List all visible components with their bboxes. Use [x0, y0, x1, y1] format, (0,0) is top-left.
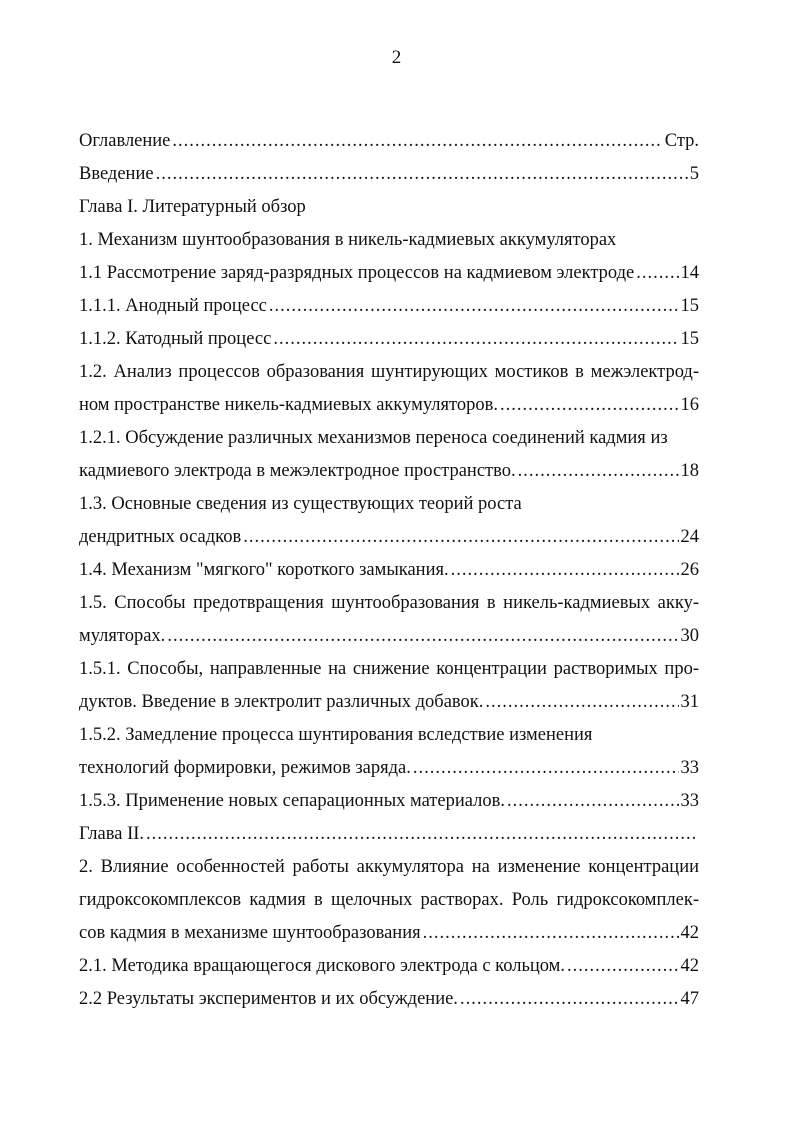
toc-entry-title: 1.1.2. Катодный процесс — [79, 329, 272, 349]
toc-entry — [79, 686, 699, 719]
toc-entry-page: Стр. — [664, 131, 699, 151]
toc-entry — [79, 323, 699, 356]
toc-entry-page: 30 — [680, 626, 699, 646]
toc-entry — [79, 950, 699, 983]
toc-entry-page: 26 — [680, 560, 699, 580]
toc-entry: 2. Влияние особенностей работы аккумулятора на изменение концентрации — [79, 857, 699, 877]
toc-entry-title: 1.1.1. Анодный процесс — [79, 296, 267, 316]
toc-entry-title: ном пространстве никель-кадмиевых аккумуляторов. — [79, 395, 498, 415]
toc-entry-title: 1.1 Рассмотрение заряд-разрядных процессов на кадмиевом электроде — [79, 263, 635, 283]
toc-entry: 1.5.2. Замедление процесса шунтирования вследствие изменения — [79, 725, 593, 745]
toc-entry-title: 1.5.3. Применение новых сепарационных материалов. — [79, 791, 505, 811]
dot-leader — [636, 257, 678, 290]
toc-entry-page: 31 — [680, 692, 699, 712]
toc-entry: 1.2.1. Обсуждение различных механизмов переноса соединений кадмия из — [79, 428, 668, 448]
dot-leader — [172, 125, 662, 158]
toc-entry-title: технологий формировки, режимов заряда. — [79, 758, 411, 778]
toc-entry — [79, 158, 699, 191]
toc-entry-title: Оглавление — [79, 131, 171, 151]
toc-entry: гидроксокомплексов кадмия в щелочных растворах. Роль гидроксокомплек- — [79, 890, 699, 910]
dot-leader — [460, 983, 679, 1016]
toc-entry-title: сов кадмия в механизме шунтообразования — [79, 923, 421, 943]
dot-leader — [451, 554, 679, 587]
toc-entry-page: 14 — [680, 263, 699, 283]
toc-entry-title: 2.2 Результаты экспериментов и их обсуждение. — [79, 989, 458, 1009]
dot-leader — [146, 818, 697, 851]
table-of-contents — [79, 125, 699, 1016]
toc-entry-page: 33 — [680, 758, 699, 778]
dot-leader — [518, 455, 679, 488]
dot-leader — [567, 950, 678, 983]
toc-entry-page: 33 — [680, 791, 699, 811]
toc-entry — [79, 917, 699, 950]
toc-entry — [79, 455, 699, 488]
toc-entry-title: Введение — [79, 164, 154, 184]
toc-entry-title: дендритных осадков — [79, 527, 242, 547]
toc-entry-title: муляторах. — [79, 626, 166, 646]
toc-entry — [79, 752, 699, 785]
toc-entry-page: 5 — [689, 164, 699, 184]
toc-entry — [79, 290, 699, 323]
toc-entry — [79, 521, 699, 554]
toc-entry — [79, 620, 699, 653]
toc-entry-page: 15 — [680, 296, 699, 316]
toc-entry-title: Глава II. — [79, 824, 145, 844]
toc-entry-page: 42 — [680, 923, 699, 943]
dot-leader — [485, 686, 678, 719]
dot-leader — [269, 290, 679, 323]
dot-leader — [273, 323, 678, 356]
toc-entry-page: 42 — [680, 956, 699, 976]
toc-entry — [79, 983, 699, 1016]
toc-entry — [79, 389, 699, 422]
toc-entry: 1.3. Основные сведения из существующих теорий роста — [79, 494, 522, 514]
toc-entry-page: 16 — [680, 395, 699, 415]
toc-entry: Глава I. Литературный обзор — [79, 197, 306, 217]
toc-entry: 1. Механизм шунтообразования в никель-кадмиевых аккумуляторах — [79, 230, 617, 250]
toc-entry — [79, 554, 699, 587]
toc-entry-title: 1.4. Механизм "мягкого" короткого замыкания. — [79, 560, 449, 580]
dot-leader — [500, 389, 679, 422]
dot-leader — [423, 917, 679, 950]
page-number: 2 — [391, 47, 402, 68]
toc-entry-page: 24 — [680, 527, 699, 547]
toc-entry-title: дуктов. Введение в электролит различных добавок. — [79, 692, 484, 712]
toc-entry-page: 18 — [680, 461, 699, 481]
toc-entry — [79, 125, 699, 158]
toc-entry: 1.2. Анализ процессов образования шунтирующих мостиков в межэлектрод- — [79, 362, 699, 382]
toc-entry: 1.5. Способы предотвращения шунтообразования в никель-кадмиевых акку- — [79, 593, 699, 613]
toc-entry-title: кадмиевого электрода в межэлектродное пространство. — [79, 461, 516, 481]
dot-leader — [507, 785, 679, 818]
toc-entry-title: 2.1. Методика вращающегося дискового электрода с кольцом. — [79, 956, 566, 976]
dot-leader — [156, 158, 688, 191]
toc-entry: 1.5.1. Способы, направленные на снижение концентрации растворимых про- — [79, 659, 699, 679]
dot-leader — [413, 752, 679, 785]
dot-leader — [243, 521, 678, 554]
dot-leader — [167, 620, 678, 653]
toc-entry — [79, 257, 699, 290]
toc-entry — [79, 818, 699, 851]
toc-entry-page: 47 — [680, 989, 699, 1009]
toc-entry — [79, 785, 699, 818]
toc-entry-page: 15 — [680, 329, 699, 349]
